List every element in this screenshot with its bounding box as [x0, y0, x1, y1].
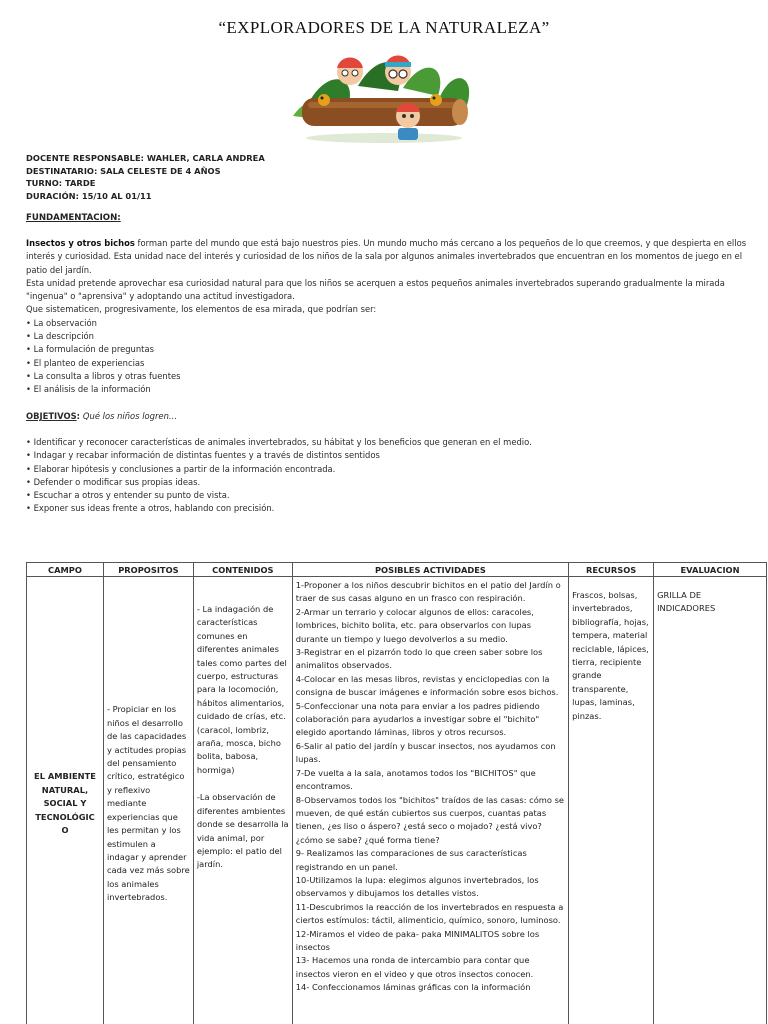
contenido-item: - La indagación de características comunes en diferentes animales tales como partes del cuerpo, estructuras para la locomoción, hábitos alimentarios, cuidado de crías, etc. (caracol, lombriz, araña, mosca, bicho bolita, babosa, hormiga): [196, 604, 287, 775]
header-campo: CAMPO: [27, 563, 104, 577]
propositos-cell: - Propiciar en los niños el desarrollo de las capacidades y actitudes propias del pensamiento crítico, estratégico y reflexivo mediante experiencias que les permitan y los estimulen a indagar y aprender cada vez más sobre los animales invertebrados.: [103, 577, 193, 1024]
header-evaluacion: EVALUACION: [654, 563, 767, 577]
actividad-item: 14- Confeccionamos láminas gráficas con la información: [295, 982, 531, 993]
objetivos-subtitle: Qué los niños logren…: [82, 411, 178, 421]
list-item: • Escuchar a otros y entender su punto de vista.: [26, 490, 230, 501]
actividad-item: 9- Realizamos las comparaciones de sus características registrando en un panel.: [295, 848, 527, 872]
document-title: “EXPLORADORES DE LA NATURALEZA”: [218, 18, 550, 37]
fundamentacion-list: [26, 317, 748, 397]
list-item: • La descripción: [26, 331, 94, 342]
objetivos-heading: OBJETIVOS: [26, 411, 77, 421]
actividad-item: 7-De vuelta a la sala, anotamos todos los "BICHITOS" que encontramos.: [295, 767, 536, 792]
list-item: • Indagar y recabar información de distintas fuentes y a través de distintos sentidos: [26, 450, 380, 461]
plan-header-info: [26, 152, 265, 203]
list-item: • La consulta a libros y otras fuentes: [26, 370, 181, 381]
fundamentacion-paragraph-1: Insectos y otros bichos forman parte del mundo que está bajo nuestros pies. Un mundo mucho más cercano a los pequeños de lo que creemos, y que despierta en ellos interés y curiosidad. Esta unidad nace del interés y curiosidad de los niños de la sala por algunos animales invertebrados que encuentran en los momentos de juego en el patio del jardín.: [26, 238, 747, 275]
actividad-item: 3-Registrar en el pizarrón todo lo que creen saber sobre los animalitos observados.: [295, 647, 543, 671]
evaluacion-cell: GRILLA DE INDICADORES: [654, 577, 767, 1024]
objetivos-heading-row: OBJETIVOS: Qué los niños logren…: [26, 411, 178, 421]
duracion-line: DURACIÓN: 15/10 AL 01/11: [26, 191, 152, 202]
fundamentacion-heading: FUNDAMENTACION:: [26, 213, 121, 223]
actividad-item: 8-Observamos todos los "bichitos" traídos de las casas: cómo se mueven, de qué están cubiertos sus cuerpos, cuantas patas tienen, ¿es liso o áspero? ¿está seco o mojado? ¿está vivo? ¿cómo se sabe? ¿qué forma tiene?: [295, 794, 564, 845]
list-item: • El análisis de la información: [26, 384, 151, 395]
campo-cell: EL AMBIENTE NATURAL, SOCIAL Y TECNOLÓGIC O: [27, 577, 104, 1024]
contenido-item: -La observación de diferentes ambientes donde se desarrolla la vida animal, por ejemplo: el patio del jardín.: [196, 792, 289, 870]
actividad-item: 11-Descubrimos la reacción de los invertebrados en respuesta a ciertos estímulos: táctil, alimenticio, químico, sonoro, luminoso.: [295, 901, 564, 926]
actividad-item: 6-Salir al patio del jardín y buscar insectos, nos ayudamos con lupas.: [295, 740, 556, 765]
contenidos-cell: [193, 577, 292, 1024]
list-item: • La formulación de preguntas: [26, 344, 154, 355]
list-item: • Identificar y reconocer características de animales invertebrados, su hábitat y los beneficios que generan en el medio.: [26, 437, 532, 447]
fundamentacion-body: [26, 237, 748, 397]
planning-table: [26, 562, 767, 1024]
explorers-illustration: [288, 46, 480, 144]
actividad-item: 4-Colocar en las mesas libros, revistas y enciclopedias con la consigna de buscar imágenes e información sobre esos bichos.: [295, 673, 559, 698]
turno-line: TURNO: TARDE: [26, 178, 96, 189]
destinatario-line: DESTINATARIO: SALA CELESTE DE 4 AÑOS: [26, 165, 221, 176]
header-contenidos: CONTENIDOS: [193, 563, 292, 577]
header-actividades: POSIBLES ACTIVIDADES: [292, 563, 568, 577]
actividad-item: 5-Confeccionar una nota para enviar a los padres pidiendo colaboración para ayudarlos a investigar sobre el "bichito" elegido aportando láminas, libros y otros recursos.: [295, 700, 540, 738]
list-item: • Exponer sus ideas frente a otros, hablando con precisión.: [26, 503, 275, 514]
list-item: • La observación: [26, 317, 97, 328]
actividad-item: 10-Utilizamos la lupa: elegimos algunos invertebrados, los observamos y dibujamos los detalles vistos.: [295, 874, 539, 899]
header-recursos: RECURSOS: [569, 563, 654, 577]
fundamentacion-paragraph-2: Esta unidad pretende aprovechar esa curiosidad natural para que los niños se acerquen a estos pequeños animales invertebrados superando gradualmente la mirada "ingenua" o "aprensiva" y adoptando una actitud investigadora.: [26, 277, 725, 302]
list-item: • Elaborar hipótesis y conclusiones a partir de la información encontrada.: [26, 463, 336, 474]
actividades-cell: [292, 577, 568, 1024]
list-item: • Defender o modificar sus propias ideas.: [26, 476, 201, 487]
fundamentacion-paragraph-3: Que sistematicen, progresivamente, los elementos de esa mirada, que podrían ser:: [26, 304, 377, 315]
list-item: • El planteo de experiencias: [26, 357, 145, 368]
actividad-item: 13- Hacemos una ronda de intercambio para contar que insectos vieron en el video y que otros insectos conocen.: [295, 955, 534, 979]
table-row: [27, 577, 767, 1024]
actividad-item: 2-Armar un terrario y colocar algunos de ellos: caracoles, lombrices, bichito bolita, etc. para observarlos con lupas durante un tiempo y luego devolverlos a su medio.: [295, 606, 534, 644]
recursos-cell: Frascos, bolsas, invertebrados, bibliografía, hojas, tempera, material reciclable, lápices, tierra, recipiente grande transparente, lupas, laminas, pinzas.: [569, 577, 654, 1024]
actividad-item: 12-Miramos el video de paka- paka MINIMALITOS sobre los insectos: [295, 928, 540, 952]
actividad-item: 1-Proponer a los niños descubrir bichitos en el patio del Jardín o traer de sus casas alguno en un frasco con respiración.: [295, 580, 561, 604]
objetivos-list: [26, 436, 748, 516]
docente-line: DOCENTE RESPONSABLE: WAHLER, CARLA ANDREA: [26, 153, 265, 163]
table-header-row: [27, 563, 767, 577]
objetivos-body: [26, 436, 748, 516]
header-propositos: PROPOSITOS: [103, 563, 193, 577]
